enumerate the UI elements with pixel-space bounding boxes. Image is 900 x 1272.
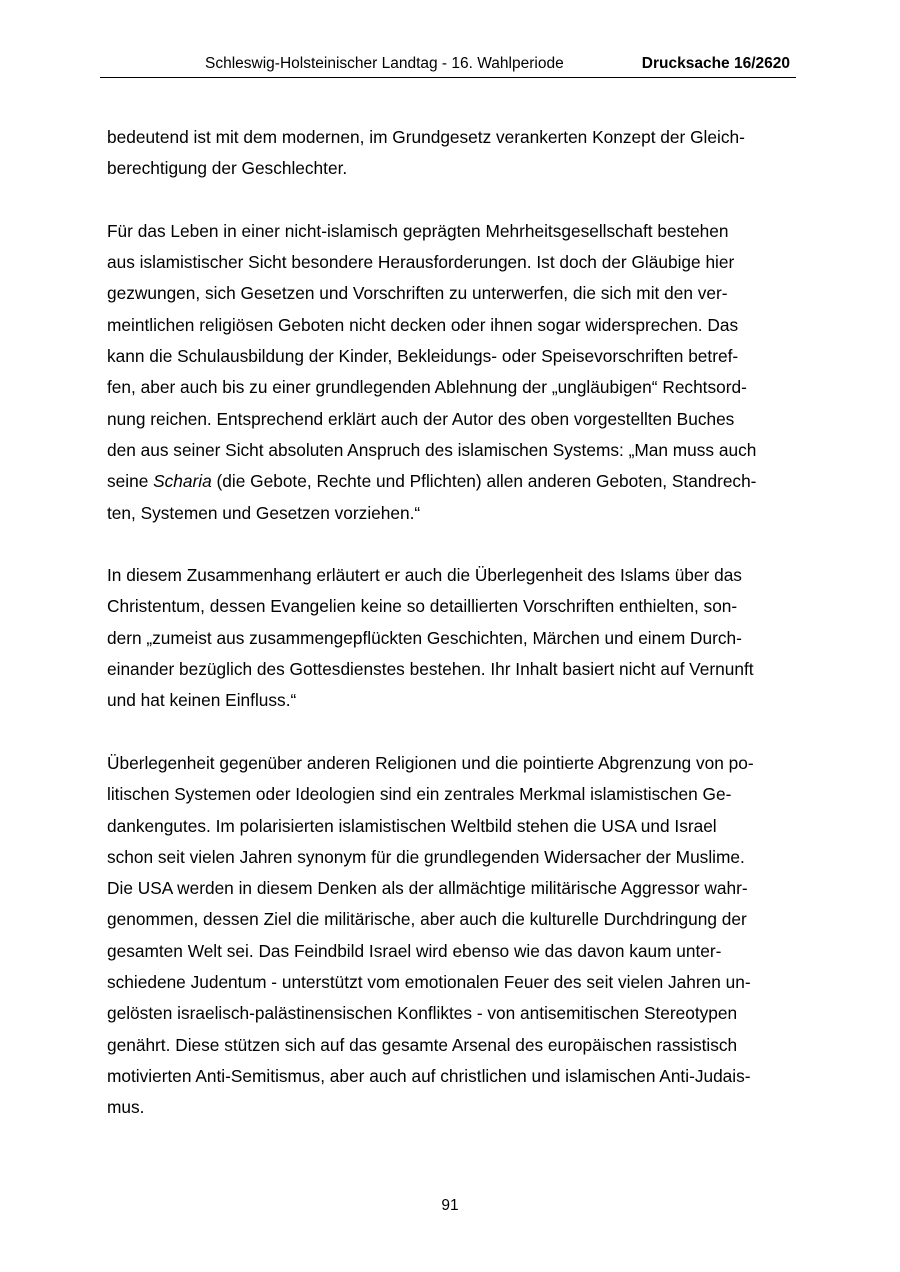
text-line: dern „zumeist aus zusammengepflückten Geschichten, Märchen und einem Durch-: [107, 627, 742, 648]
text-line: motivierten Anti-Semitismus, aber auch auf christlichen und islamischen Anti-Judais-: [107, 1065, 751, 1086]
text-line: kann die Schulausbildung der Kinder, Bekleidungs- oder Speisevorschriften betref-: [107, 346, 739, 367]
text-line-with-italic: [107, 466, 797, 497]
text-line: und hat keinen Einfluss.“: [107, 690, 297, 711]
paragraph-3: [107, 560, 797, 716]
text-line: bedeutend ist mit dem modernen, im Grundgesetz verankerten Konzept der Gleich-: [107, 127, 745, 147]
text-line: gelösten israelisch-palästinensischen Konfliktes - von antisemitischen Stereotypen: [107, 1003, 738, 1024]
text-line: berechtigung der Geschlechter.: [107, 158, 348, 179]
text-line: Christentum, dessen Evangelien keine so detaillierten Vorschriften enthielten, son-: [107, 596, 738, 617]
text-line: Für das Leben in einer nicht-islamisch geprägten Mehrheitsgesellschaft bestehen: [107, 220, 729, 241]
text-line: genommen, dessen Ziel die militärische, aber auch die kulturelle Durchdringung der: [107, 909, 747, 930]
text-line: den aus seiner Sicht absoluten Anspruch des islamischen Systems: „Man muss auch: [107, 439, 757, 460]
text-line: gesamten Welt sei. Das Feindbild Israel wird ebenso wie das davon kaum unter-: [107, 940, 722, 961]
text-line: dankengutes. Im polarisierten islamistischen Weltbild stehen die USA und Israel: [107, 815, 717, 836]
text-line: litischen Systemen oder Ideologien sind ein zentrales Merkmal islamistischen Ge-: [107, 784, 732, 805]
text-line: meintlichen religiösen Geboten nicht decken oder ihnen sogar widersprechen. Das: [107, 314, 739, 335]
body-text: [107, 122, 797, 1155]
text-line: fen, aber auch bis zu einer grundlegenden Ablehnung der „ungläubigen“ Rechtsord-: [107, 377, 747, 398]
text-line: genährt. Diese stützen sich auf das gesamte Arsenal des europäischen rassistisch: [107, 1034, 738, 1055]
page-header: [100, 50, 796, 78]
text-line: ten, Systemen und Gesetzen vorziehen.“: [107, 502, 421, 523]
text-line: Überlegenheit gegenüber anderen Religionen und die pointierte Abgrenzung von po-: [107, 752, 754, 773]
text-line: Die USA werden in diesem Denken als der allmächtige militärische Aggressor wahr-: [107, 878, 748, 899]
page-number: 91: [441, 1197, 459, 1214]
text-line: gezwungen, sich Gesetzen und Vorschriften zu unterwerfen, die sich mit den ver-: [107, 283, 728, 304]
text-line: aus islamistischer Sicht besondere Herausforderungen. Ist doch der Gläubige hier: [107, 252, 735, 273]
text-line: schon seit vielen Jahren synonym für die grundlegenden Widersacher der Muslime.: [107, 846, 745, 867]
text-segment: seine: [107, 471, 154, 492]
paragraph-2: [107, 216, 797, 529]
paragraph-1: [107, 122, 797, 185]
text-line: schiedene Judentum - unterstützt vom emotionalen Feuer des seit vielen Jahren un-: [107, 972, 751, 993]
text-segment: (die Gebote, Rechte und Pflichten) allen anderen Geboten, Standrech-: [211, 471, 757, 492]
document-number: Drucksache 16/2620: [641, 55, 790, 72]
text-line: mus.: [107, 1097, 145, 1118]
text-line: In diesem Zusammenhang erläutert er auch die Überlegenheit des Islams über das: [107, 565, 742, 586]
text-line: nung reichen. Entsprechend erklärt auch der Autor des oben vorgestellten Buches: [107, 408, 735, 429]
italic-term: Scharia: [153, 471, 212, 492]
paragraph-4: [107, 748, 797, 1124]
header-title: Schleswig-Holsteinischer Landtag - 16. Wahlperiode: [205, 55, 564, 72]
text-line: einander bezüglich des Gottesdienstes bestehen. Ihr Inhalt basiert nicht auf Vernunft: [107, 659, 754, 680]
